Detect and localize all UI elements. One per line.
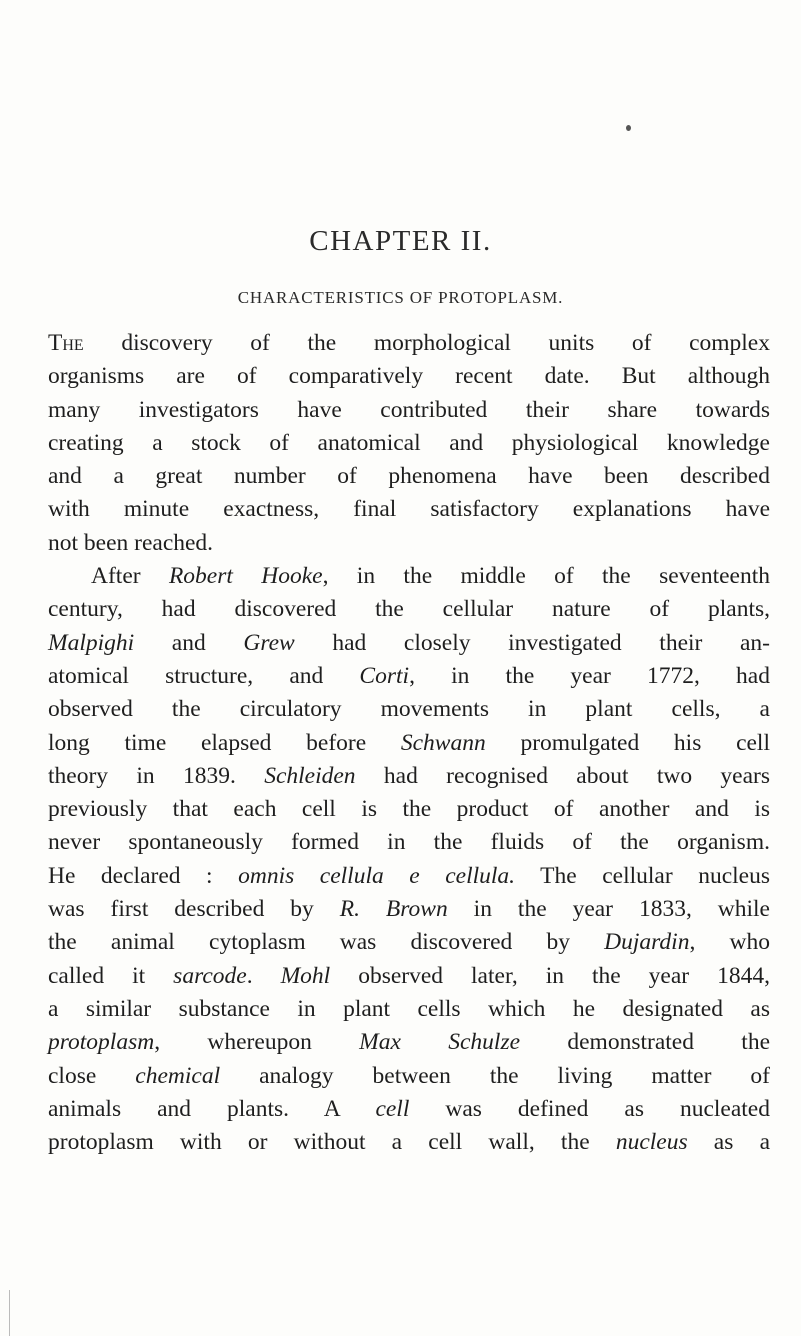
text-line: previously that each cell is the product of another and is [48,796,770,823]
text-line: animals and plants. A cell was defined as nucleated [48,1095,770,1122]
body-text [48,327,770,1159]
text-line: many investigators have contributed their share towards [48,396,770,423]
text-line: and a great number of phenomena have been described [48,463,770,490]
text-line: the animal cytoplasm was discovered by Dujardin, who [48,929,770,956]
text-line: creating a stock of anatomical and physiological knowledge [48,429,770,456]
text-line: not been reached. [48,529,214,556]
paper-speck [626,125,631,131]
text-line: close chemical analogy between the living matter of [48,1062,770,1089]
text-line: long time elapsed before Schwann promulgated his cell [48,729,770,756]
text-line: atomical structure, and Corti, in the year 1772, had [48,662,770,689]
text-line: Malpighi and Grew had closely investigated their an- [48,629,770,656]
text-line: protoplasm, whereupon Max Schulze demonstrated the [48,1029,770,1056]
text-line: called it sarcode. Mohl observed later, in the year 1844, [48,962,770,989]
text-line: He declared : omnis cellula e cellula. The cellular nucleus [48,862,770,889]
text-line: was first described by R. Brown in the year 1833, while [48,896,770,923]
text-line: theory in 1839. Schleiden had recognised about two years [48,762,770,789]
text-line: with minute exactness, final satisfactory explanations have [48,496,770,523]
text-line: protoplasm with or without a cell wall, the nucleus as a [48,1129,770,1156]
text-line: After Robert Hooke, in the middle of the seventeenth [91,563,770,590]
text-line: a similar substance in plant cells which he designated as [48,995,770,1022]
text-line: century, had discovered the cellular nature of plants, [48,596,770,623]
text-line: never spontaneously formed in the fluids of the organism. [48,829,770,856]
text-line: organisms are of comparatively recent date. But although [48,363,770,390]
text-line: The discovery of the morphological units of complex [48,330,770,356]
text-line: observed the circulatory movements in plant cells, a [48,696,770,723]
chapter-heading: CHAPTER II. [309,225,492,257]
chapter-subheading: CHARACTERISTICS OF PROTOPLASM. [237,288,564,307]
scan-edge-line [9,1290,10,1336]
